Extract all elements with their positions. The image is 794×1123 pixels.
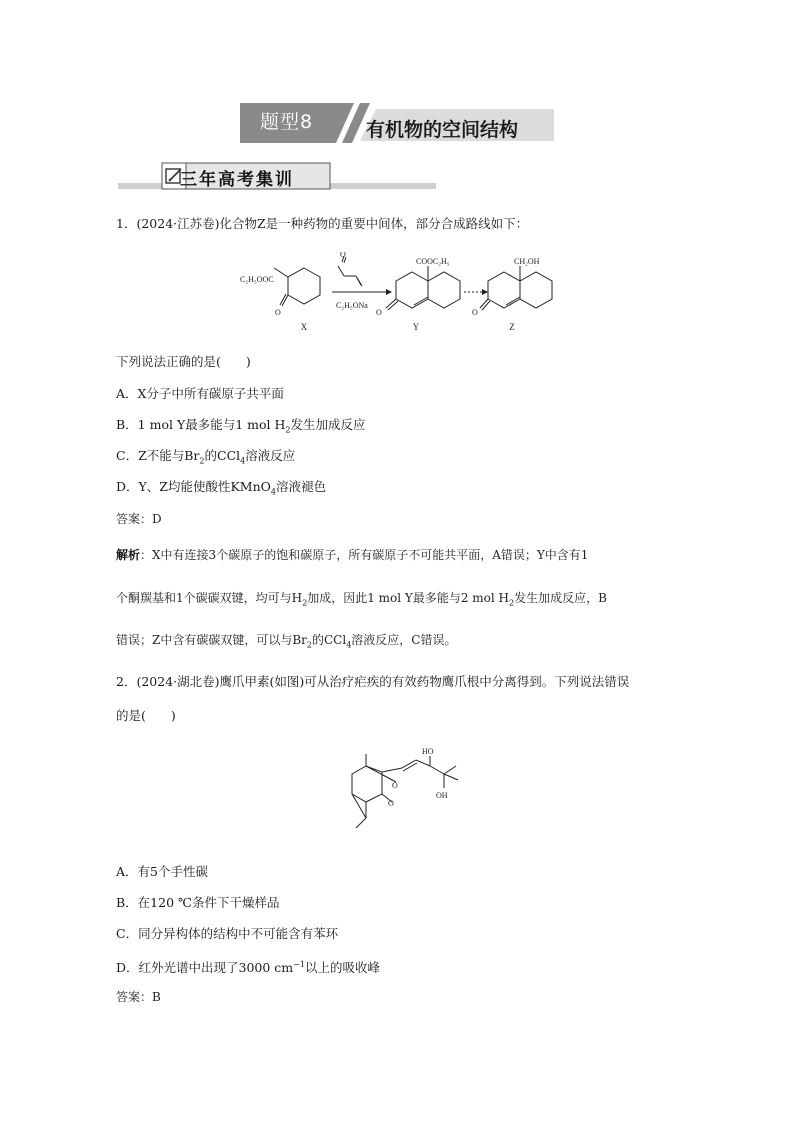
reagent-o: O (340, 252, 346, 259)
arrow-head-1 (386, 289, 392, 295)
q2-option-b: B．在120 ℃条件下干燥样品 (116, 895, 280, 910)
q2-option-a: A．有5个手性碳 (116, 864, 208, 879)
type-banner (236, 101, 558, 145)
arrow-head-2 (482, 289, 488, 295)
peroxide-o2: O (388, 799, 394, 808)
q1-explanation-line3: 错误；Z中含有碳碳双键，可以与$Br_2$的CCl$_4$溶液反应，C错误。 (116, 633, 457, 650)
q2-stem-line1: 2．(2024·湖北卷)鹰爪甲素(如图)可从治疗疟疾的有效药物鹰爪根中分离得到。下列说法错误 (116, 674, 630, 689)
q1-option-c: C．Z不能与$Br_2$的CCl$_4$溶液反应 (116, 448, 296, 466)
q1-option-b: B．1 mol Y最多能与1 mol $H_2$发生加成反应 (116, 417, 366, 435)
q2-option-d: D．红外光谱中出现了3000 $cm^{-1}$以上的吸收峰 (116, 960, 380, 976)
q1-stem: 1．(2024·江苏卷)化合物Z是一种药物的重要中间体，部分合成路线如下： (116, 216, 529, 231)
compound-x-label: X (300, 322, 308, 332)
q2-option-c: C．同分异构体的结构中不可能含有苯环 (116, 926, 339, 941)
reagent-structure (338, 256, 362, 286)
q2-structure (336, 742, 466, 838)
q1-reaction-scheme (236, 252, 556, 336)
q1-prompt: 下列说法正确的是( ) (116, 354, 251, 369)
q1-explanation-line2: 个酮羰基和1个碳碳双键，均可与$H_2$加成，因此1 mol Y最多能与2 mol $H_2$发生加成反应，B (116, 591, 607, 608)
compound-y-structure (386, 266, 460, 310)
section-title: 三年高考集训 (180, 170, 294, 190)
q2-answer: 答案：B (116, 990, 161, 1004)
compound-x-substituent: C₂H₅OOC (240, 275, 274, 284)
compound-z-ketone-o: O (472, 308, 478, 317)
q1-explanation-line1: 解析：X中有连接3个碳原子的饱和碳原子，所有碳原子不可能共平面，A错误；Y中含有1 (116, 548, 589, 562)
q1-option-a: A．X分子中所有碳原子共平面 (116, 386, 284, 401)
compound-y-ketone-o: O (376, 308, 382, 317)
type-label: 题型8 (260, 111, 314, 133)
compound-z-label: Z (509, 322, 515, 332)
compound-y-label: Y (412, 322, 420, 332)
q1-option-d: D．Y、Z均能使酸性KMnO$_4$溶液褪色 (116, 479, 327, 497)
q2-stem-line2: 的是( ) (116, 708, 176, 723)
hydroxyl-right: OH (436, 791, 448, 800)
hydroxyl-top: HO (422, 747, 434, 756)
section-heading (118, 161, 436, 193)
q1-answer: 答案：D (116, 512, 162, 526)
compound-x-ketone-o: O (275, 308, 281, 317)
page-title: 有机物的空间结构 (366, 119, 519, 141)
compound-z-structure (480, 266, 552, 310)
compound-y-substituent: COOC₂H₅ (416, 257, 450, 266)
reagent-base: C₂H₅ONa (336, 301, 368, 310)
compound-z-substituent: CH₂OH (514, 257, 540, 266)
compound-x-structure (274, 268, 320, 306)
peroxide-o1: O (392, 781, 398, 790)
